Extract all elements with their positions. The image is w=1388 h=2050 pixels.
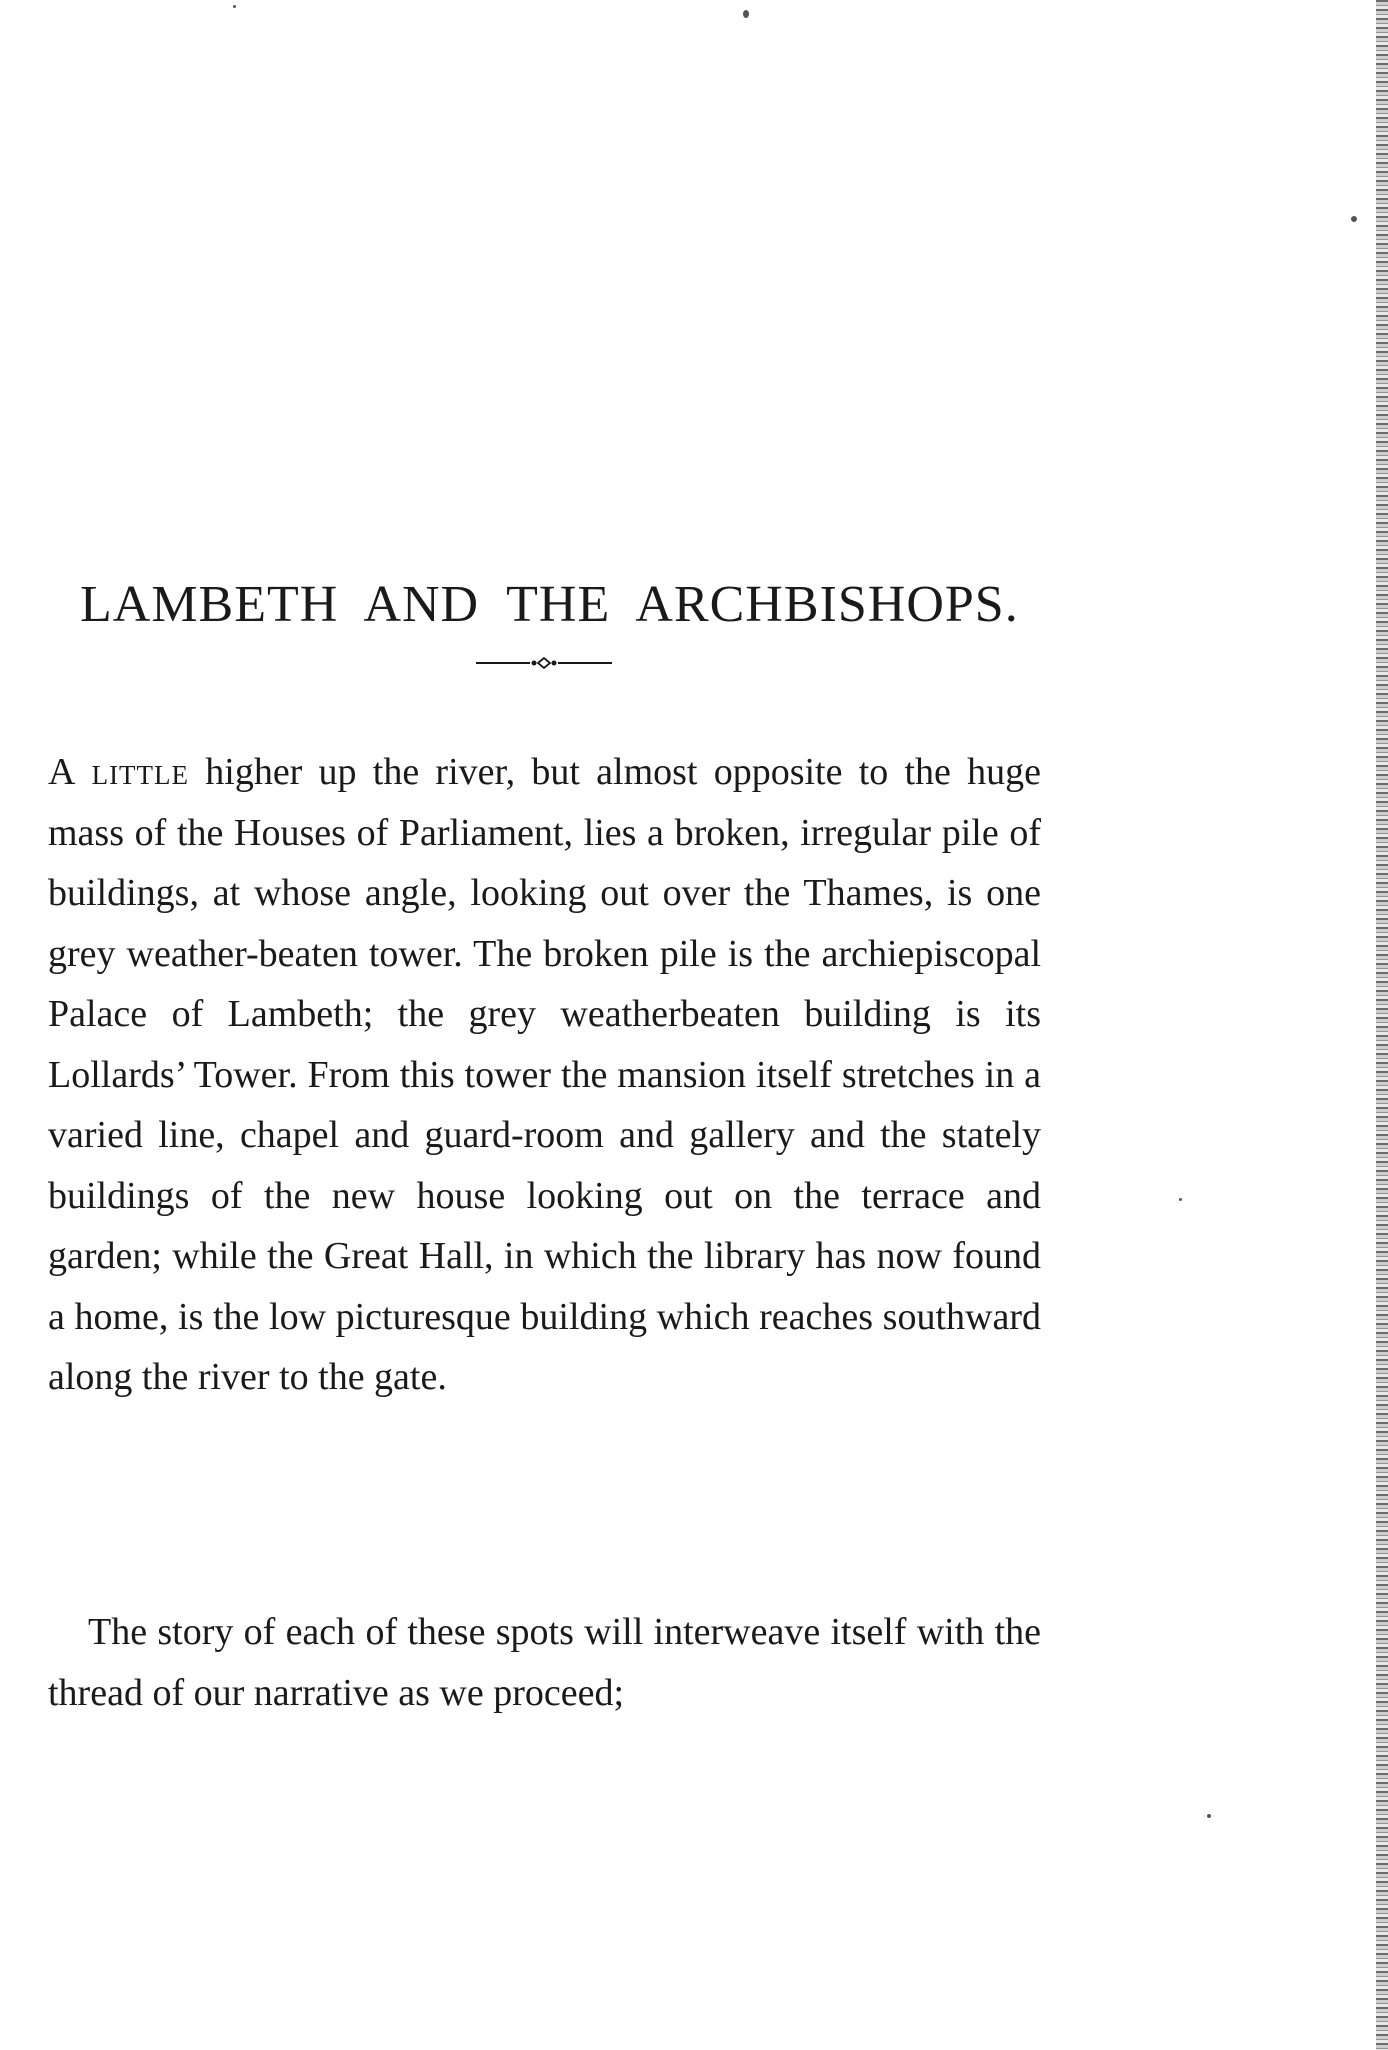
body-paragraph-2: The story of each of these spots will interweave itself with the thread of our narrative as we proceed; <box>48 1611 1041 1714</box>
print-speck <box>1351 216 1357 222</box>
rule-with-diamond-ornament-icon <box>476 654 612 672</box>
print-speck <box>1207 1814 1211 1818</box>
chapter-title: LAMBETH AND THE ARCHBISHOPS. <box>80 576 1019 633</box>
print-speck <box>233 5 236 8</box>
print-speck <box>1179 1198 1182 1201</box>
lead-words: A little <box>48 751 190 793</box>
paragraph-1-text: higher up the river, but almost opposite to the huge mass of the Houses of Parliament, lies a broken, irregular pile of buildings, at whose angle, looking out over the Thames, is one grey weather-beaten tower. The broken pile is the archiepiscopal Palace of Lambeth; the grey weatherbeaten building is its Lollards’ Tower. From this tower the mansion itself stretches in a varied line, chapel and guard-room and gallery and the stately buildings of the new house looking out on the terrace and garden; while the Great Hall, in which the library has now found a home, is the low picturesque building which reaches southward along the river to the gate. <box>48 751 1041 1398</box>
print-speck <box>743 10 749 18</box>
body-paragraph-1 <box>48 742 1041 1408</box>
page-binding-edge <box>1376 0 1388 2050</box>
